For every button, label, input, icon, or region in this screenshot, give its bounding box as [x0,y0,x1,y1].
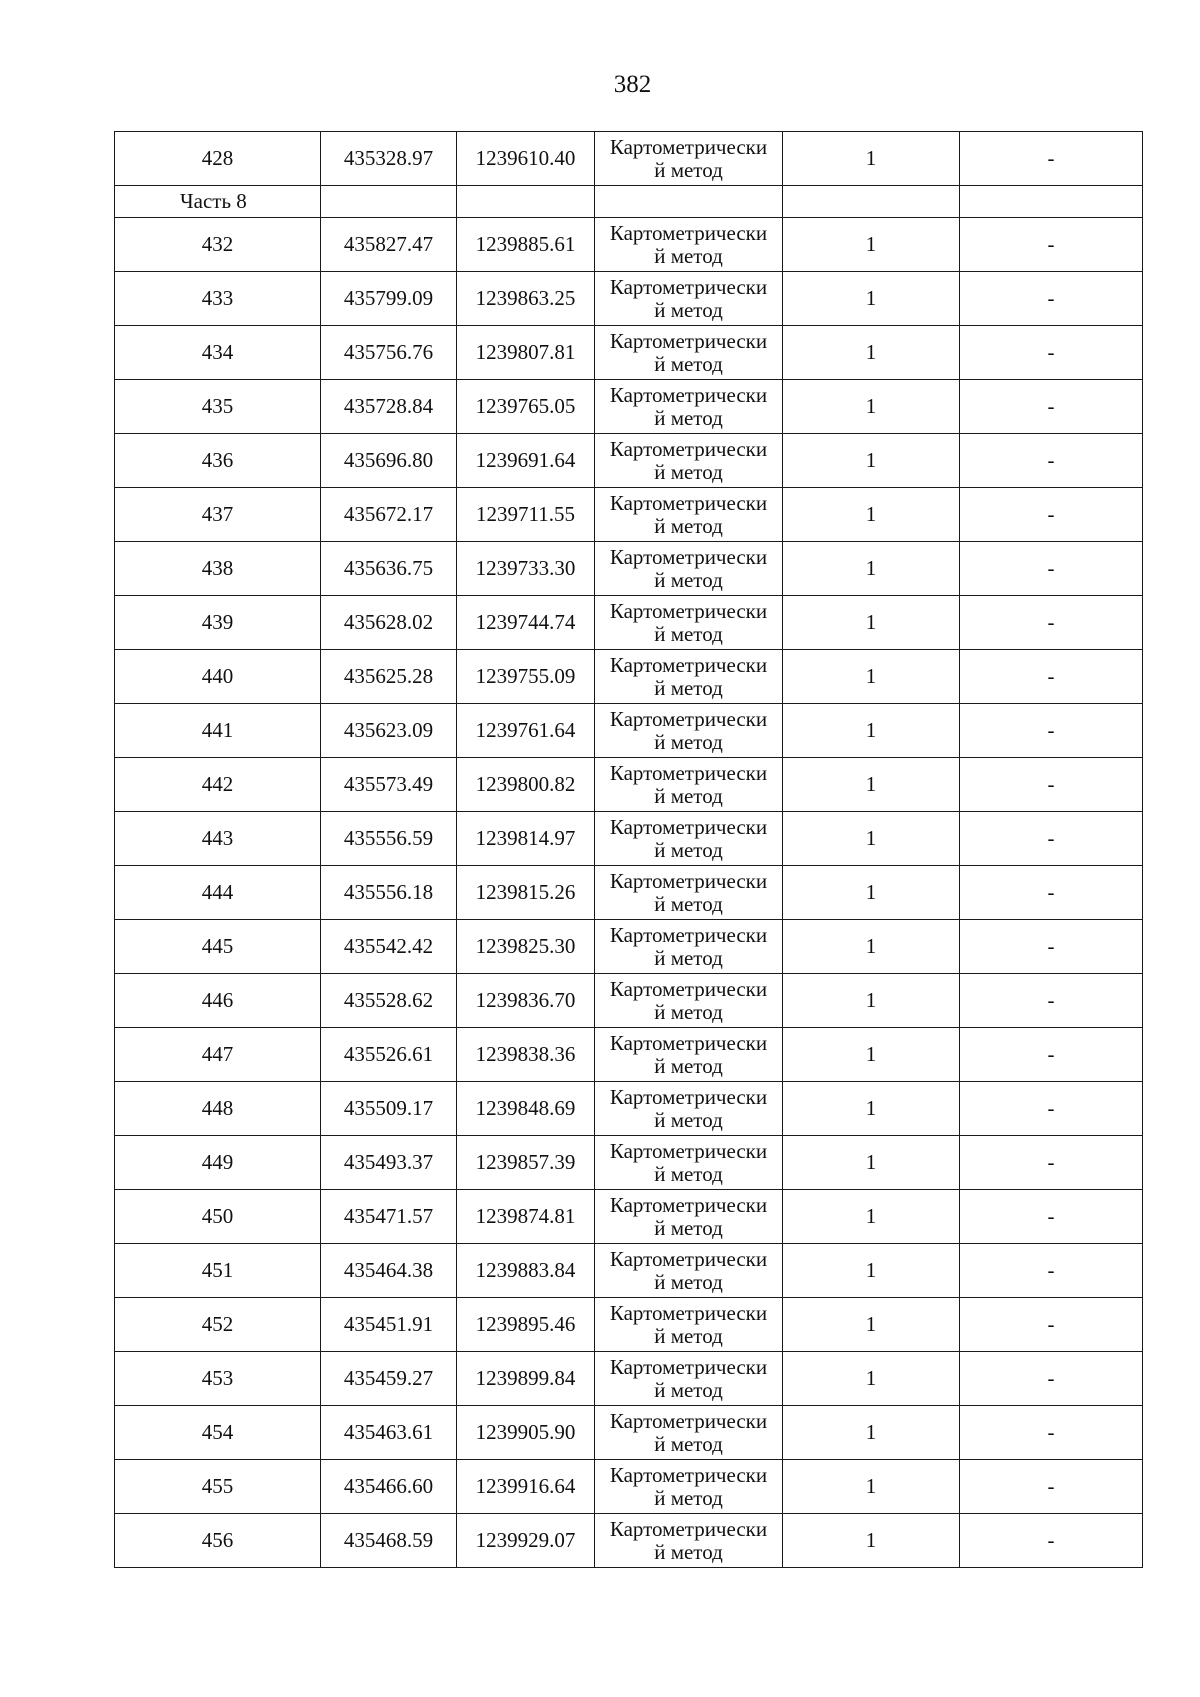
accuracy-cell: 1 [783,812,960,866]
y-coordinate-cell: 1239895.46 [457,1298,595,1352]
table-row [115,866,1143,920]
point-number-cell: 441 [115,704,321,758]
y-coordinate-cell: 1239800.82 [457,758,595,812]
table-row [115,596,1143,650]
method-cell [595,132,783,186]
method-text-line1: Картометрически [609,1408,768,1433]
method-cell [595,272,783,326]
method-text-line2: й метод [654,1377,723,1402]
method-text-line2: й метод [654,999,723,1024]
accuracy-cell: 1 [783,1298,960,1352]
y-coordinate-cell: 1239755.09 [457,650,595,704]
point-number-cell: 451 [115,1244,321,1298]
table-row [115,974,1143,1028]
method-text-line2: й метод [654,1107,723,1132]
note-cell: - [960,326,1143,380]
x-coordinate-cell: 435625.28 [321,650,457,704]
y-coordinate-cell: 1239838.36 [457,1028,595,1082]
y-coordinate-cell: 1239848.69 [457,1082,595,1136]
point-number-cell: 455 [115,1460,321,1514]
table-row [115,434,1143,488]
method-text-line1: Картометрически [609,598,768,623]
accuracy-cell: 1 [783,380,960,434]
note-cell: - [960,1514,1143,1568]
method-text-line2: й метод [654,1161,723,1186]
point-number-cell: 444 [115,866,321,920]
note-cell: - [960,132,1143,186]
method-text-line2: й метод [654,1539,723,1564]
method-cell [595,1460,783,1514]
accuracy-cell: 1 [783,326,960,380]
table-row [115,1298,1143,1352]
table-row [115,218,1143,272]
table-row [115,758,1143,812]
x-coordinate-cell: 435464.38 [321,1244,457,1298]
note-cell: - [960,812,1143,866]
y-coordinate-cell: 1239610.40 [457,132,595,186]
empty-cell [783,186,960,218]
point-number-cell: 435 [115,380,321,434]
method-text-line1: Картометрически [609,1516,768,1541]
method-cell [595,758,783,812]
method-cell [595,596,783,650]
accuracy-cell: 1 [783,1244,960,1298]
method-text-line2: й метод [654,1485,723,1510]
method-cell [595,1406,783,1460]
y-coordinate-cell: 1239836.70 [457,974,595,1028]
accuracy-cell: 1 [783,272,960,326]
y-coordinate-cell: 1239744.74 [457,596,595,650]
method-text-line1: Картометрически [609,1300,768,1325]
method-text-line1: Картометрически [609,544,768,569]
method-text-line1: Картометрически [609,274,768,299]
method-text-line1: Картометрически [609,490,768,515]
method-cell [595,650,783,704]
note-cell: - [960,1298,1143,1352]
x-coordinate-cell: 435756.76 [321,326,457,380]
note-cell: - [960,1352,1143,1406]
table-row [115,380,1143,434]
method-text-line1: Картометрически [609,652,768,677]
x-coordinate-cell: 435556.59 [321,812,457,866]
method-text-line1: Картометрически [609,220,768,245]
y-coordinate-cell: 1239857.39 [457,1136,595,1190]
empty-cell [960,186,1143,218]
empty-cell [595,186,783,218]
method-text-line1: Картометрически [609,760,768,785]
x-coordinate-cell: 435573.49 [321,758,457,812]
accuracy-cell: 1 [783,218,960,272]
point-number-cell: 432 [115,218,321,272]
x-coordinate-cell: 435728.84 [321,380,457,434]
x-coordinate-cell: 435493.37 [321,1136,457,1190]
empty-cell [321,186,457,218]
method-text-line2: й метод [654,351,723,376]
note-cell: - [960,1244,1143,1298]
table-row [115,812,1143,866]
accuracy-cell: 1 [783,1190,960,1244]
method-text-line1: Картометрически [609,1192,768,1217]
table-row [115,920,1143,974]
method-cell [595,1514,783,1568]
x-coordinate-cell: 435827.47 [321,218,457,272]
method-text-line2: й метод [654,1323,723,1348]
method-text-line2: й метод [654,945,723,970]
x-coordinate-cell: 435556.18 [321,866,457,920]
method-text-line1: Картометрически [609,382,768,407]
method-cell [595,974,783,1028]
method-text-line1: Картометрически [609,436,768,461]
method-cell [595,488,783,542]
method-text-line2: й метод [654,567,723,592]
table-row [115,488,1143,542]
accuracy-cell: 1 [783,1136,960,1190]
note-cell: - [960,650,1143,704]
accuracy-cell: 1 [783,650,960,704]
method-text-line2: й метод [654,1431,723,1456]
method-text-line2: й метод [654,675,723,700]
x-coordinate-cell: 435526.61 [321,1028,457,1082]
method-cell [595,1082,783,1136]
method-text-line2: й метод [654,157,723,182]
table-row [115,1406,1143,1460]
note-cell: - [960,974,1143,1028]
point-number-cell: 439 [115,596,321,650]
note-cell: - [960,272,1143,326]
method-text-line1: Картометрически [609,922,768,947]
note-cell: - [960,542,1143,596]
table-row [115,1244,1143,1298]
point-number-cell: 445 [115,920,321,974]
note-cell: - [960,704,1143,758]
table-row [115,1514,1143,1568]
method-text-line2: й метод [654,297,723,322]
table-row [115,272,1143,326]
note-cell: - [960,488,1143,542]
y-coordinate-cell: 1239825.30 [457,920,595,974]
note-cell: - [960,1460,1143,1514]
x-coordinate-cell: 435468.59 [321,1514,457,1568]
table-row [115,1460,1143,1514]
method-cell [595,380,783,434]
point-number-cell: 433 [115,272,321,326]
method-text-line2: й метод [654,1269,723,1294]
section-row [115,186,1143,218]
point-number-cell: 438 [115,542,321,596]
y-coordinate-cell: 1239711.55 [457,488,595,542]
method-cell [595,218,783,272]
method-cell [595,326,783,380]
point-number-cell: 446 [115,974,321,1028]
note-cell: - [960,1082,1143,1136]
accuracy-cell: 1 [783,1028,960,1082]
method-text-line2: й метод [654,1053,723,1078]
method-text-line2: й метод [654,891,723,916]
x-coordinate-cell: 435799.09 [321,272,457,326]
x-coordinate-cell: 435459.27 [321,1352,457,1406]
table-row [115,1190,1143,1244]
note-cell: - [960,218,1143,272]
method-text-line1: Картометрически [609,1354,768,1379]
note-cell: - [960,866,1143,920]
x-coordinate-cell: 435466.60 [321,1460,457,1514]
method-text-line1: Картометрически [609,134,768,159]
y-coordinate-cell: 1239765.05 [457,380,595,434]
accuracy-cell: 1 [783,434,960,488]
accuracy-cell: 1 [783,1352,960,1406]
table-row [115,132,1143,186]
x-coordinate-cell: 435636.75 [321,542,457,596]
point-number-cell: 436 [115,434,321,488]
point-number-cell: 456 [115,1514,321,1568]
accuracy-cell: 1 [783,1514,960,1568]
method-text-line2: й метод [654,729,723,754]
y-coordinate-cell: 1239916.64 [457,1460,595,1514]
method-text-line2: й метод [654,837,723,862]
method-text-line1: Картометрически [609,976,768,1001]
table-row [115,650,1143,704]
y-coordinate-cell: 1239815.26 [457,866,595,920]
method-text-line2: й метод [654,621,723,646]
method-cell [595,542,783,596]
accuracy-cell: 1 [783,1406,960,1460]
method-text-line1: Картометрически [609,1462,768,1487]
accuracy-cell: 1 [783,704,960,758]
method-text-line1: Картометрически [609,1030,768,1055]
table-row [115,704,1143,758]
x-coordinate-cell: 435623.09 [321,704,457,758]
method-text-line2: й метод [654,243,723,268]
point-number-cell: 449 [115,1136,321,1190]
x-coordinate-cell: 435451.91 [321,1298,457,1352]
table-row [115,326,1143,380]
method-cell [595,920,783,974]
method-text-line1: Картометрически [609,868,768,893]
y-coordinate-cell: 1239863.25 [457,272,595,326]
y-coordinate-cell: 1239885.61 [457,218,595,272]
point-number-cell: 428 [115,132,321,186]
empty-cell [457,186,595,218]
accuracy-cell: 1 [783,132,960,186]
note-cell: - [960,920,1143,974]
x-coordinate-cell: 435628.02 [321,596,457,650]
method-text-line2: й метод [654,513,723,538]
method-text-line1: Картометрически [609,706,768,731]
note-cell: - [960,596,1143,650]
y-coordinate-cell: 1239733.30 [457,542,595,596]
note-cell: - [960,1028,1143,1082]
x-coordinate-cell: 435542.42 [321,920,457,974]
method-cell [595,1244,783,1298]
table-row [115,542,1143,596]
point-number-cell: 447 [115,1028,321,1082]
note-cell: - [960,1136,1143,1190]
method-cell [595,812,783,866]
note-cell: - [960,1190,1143,1244]
coordinates-table [114,131,1143,1568]
accuracy-cell: 1 [783,1460,960,1514]
y-coordinate-cell: 1239883.84 [457,1244,595,1298]
x-coordinate-cell: 435528.62 [321,974,457,1028]
note-cell: - [960,1406,1143,1460]
accuracy-cell: 1 [783,974,960,1028]
point-number-cell: 450 [115,1190,321,1244]
section-label: Часть 8 [115,186,321,218]
note-cell: - [960,434,1143,488]
y-coordinate-cell: 1239899.84 [457,1352,595,1406]
method-cell [595,1298,783,1352]
method-cell [595,704,783,758]
method-text-line1: Картометрически [609,1084,768,1109]
accuracy-cell: 1 [783,758,960,812]
method-text-line1: Картометрически [609,1138,768,1163]
note-cell: - [960,758,1143,812]
x-coordinate-cell: 435696.80 [321,434,457,488]
accuracy-cell: 1 [783,866,960,920]
accuracy-cell: 1 [783,596,960,650]
table-body [115,132,1143,1568]
y-coordinate-cell: 1239691.64 [457,434,595,488]
method-cell [595,1352,783,1406]
table-row [115,1082,1143,1136]
method-cell [595,434,783,488]
method-cell [595,1190,783,1244]
point-number-cell: 448 [115,1082,321,1136]
table-row [115,1136,1143,1190]
method-cell [595,1028,783,1082]
x-coordinate-cell: 435672.17 [321,488,457,542]
y-coordinate-cell: 1239929.07 [457,1514,595,1568]
x-coordinate-cell: 435328.97 [321,132,457,186]
table-row [115,1028,1143,1082]
y-coordinate-cell: 1239874.81 [457,1190,595,1244]
method-text-line1: Картометрически [609,328,768,353]
y-coordinate-cell: 1239814.97 [457,812,595,866]
point-number-cell: 440 [115,650,321,704]
accuracy-cell: 1 [783,542,960,596]
x-coordinate-cell: 435463.61 [321,1406,457,1460]
y-coordinate-cell: 1239761.64 [457,704,595,758]
point-number-cell: 452 [115,1298,321,1352]
point-number-cell: 454 [115,1406,321,1460]
x-coordinate-cell: 435471.57 [321,1190,457,1244]
page-number: 382 [613,71,652,98]
point-number-cell: 443 [115,812,321,866]
y-coordinate-cell: 1239905.90 [457,1406,595,1460]
accuracy-cell: 1 [783,920,960,974]
point-number-cell: 442 [115,758,321,812]
accuracy-cell: 1 [783,488,960,542]
method-text-line2: й метод [654,783,723,808]
x-coordinate-cell: 435509.17 [321,1082,457,1136]
point-number-cell: 453 [115,1352,321,1406]
point-number-cell: 437 [115,488,321,542]
accuracy-cell: 1 [783,1082,960,1136]
method-text-line2: й метод [654,405,723,430]
note-cell: - [960,380,1143,434]
method-text-line2: й метод [654,459,723,484]
method-cell [595,866,783,920]
method-text-line2: й метод [654,1215,723,1240]
y-coordinate-cell: 1239807.81 [457,326,595,380]
table-row [115,1352,1143,1406]
point-number-cell: 434 [115,326,321,380]
method-text-line1: Картометрически [609,814,768,839]
method-cell [595,1136,783,1190]
method-text-line1: Картометрически [609,1246,768,1271]
